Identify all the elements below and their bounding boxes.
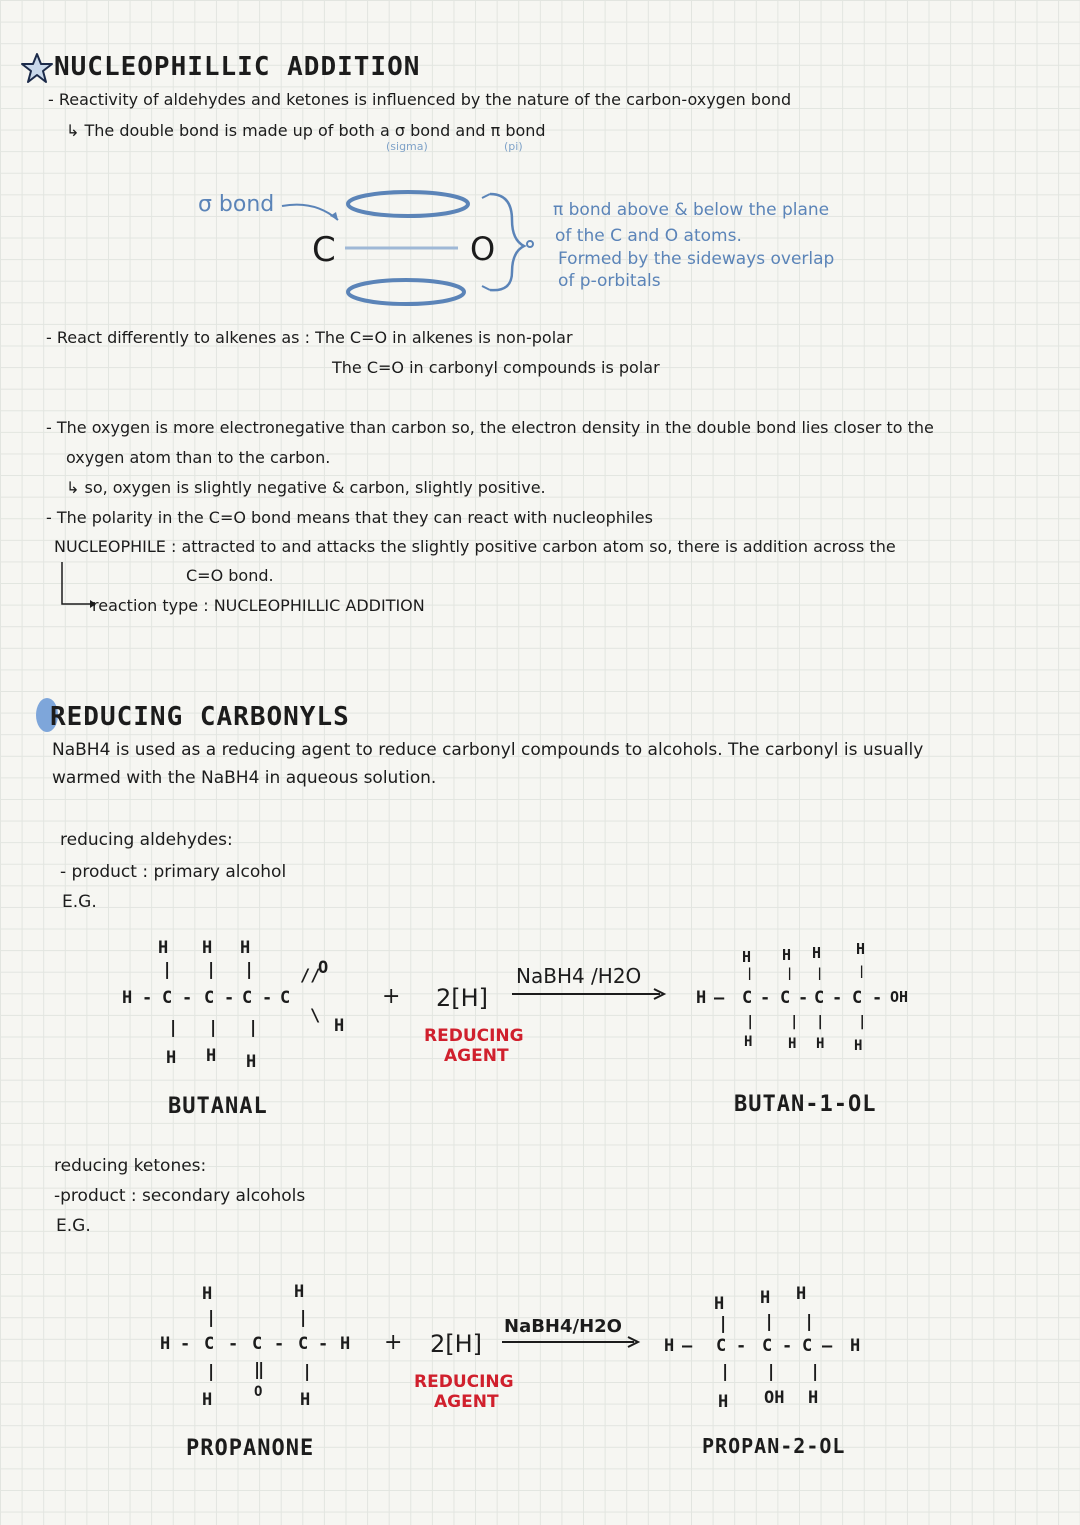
reaction-conditions: NaBH4/H2O (504, 1316, 622, 1337)
note-line: ↳ so, oxygen is slightly negative & carbon, slightly positive. (66, 478, 546, 497)
reaction-arrow (510, 986, 670, 1002)
reaction-arrow (500, 1334, 642, 1350)
note-line: warmed with the NaBH4 in aqueous solution. (52, 768, 437, 788)
section-title-nucleophilic-addition: NUCLEOPHILLIC ADDITION (54, 52, 421, 82)
reducing-agent-label: REDUCING (424, 1026, 524, 1046)
subheading-aldehydes: reducing aldehydes: (60, 830, 233, 850)
reducing-agent-label: AGENT (444, 1046, 509, 1066)
subheading-ketones: reducing ketones: (54, 1156, 207, 1176)
plus-sign: + (382, 984, 401, 1009)
pi-annotation: (pi) (504, 140, 523, 153)
note-line: - React differently to alkenes as : The C=O in alkenes is non-polar (46, 328, 573, 347)
propanone-structure: H H | | H - C - C - C - H | ‖ | H O H (160, 1282, 351, 1410)
note-line: -product : secondary alcohols (54, 1186, 306, 1206)
note-line: NaBH4 is used as a reducing agent to reduce carbonyl compounds to alcohols. The carbonyl is usually (52, 740, 924, 760)
bent-arrow-icon (56, 560, 96, 610)
note-line: - Reactivity of aldehydes and ketones is influenced by the nature of the carbon-oxygen bond (48, 90, 792, 109)
pi-bond-description: π bond above & below the plane (553, 200, 830, 220)
note-line: - product : primary alcohol (60, 862, 287, 882)
note-line: NUCLEOPHILE : attracted to and attacks the slightly positive carbon atom so, there is addition across the (54, 537, 896, 556)
note-line: reaction type : NUCLEOPHILLIC ADDITION (92, 596, 425, 615)
note-line: - The oxygen is more electronegative than carbon so, the electron density in the double bond lies closer to the (46, 418, 934, 437)
atom-oxygen: O (470, 230, 496, 268)
section-title-reducing-carbonyls: REDUCING CARBONYLS (50, 702, 350, 732)
reducing-agent-label: REDUCING (414, 1372, 514, 1392)
reagent-hydrogen: 2[H] (436, 984, 489, 1012)
sigma-annotation: (sigma) (386, 140, 428, 153)
note-line: E.G. (56, 1216, 91, 1236)
atom-carbon: C (312, 230, 336, 270)
reactant-name-propanone: PROPANONE (186, 1436, 315, 1461)
reagent-hydrogen: 2[H] (430, 1330, 483, 1358)
product-name-butan-1-ol: BUTAN-1-OL (734, 1092, 877, 1117)
star-icon (20, 52, 54, 84)
note-line: E.G. (62, 892, 97, 912)
pi-bond-description: of the C and O atoms. (555, 226, 742, 246)
note-line: oxygen atom than to the carbon. (66, 448, 331, 467)
note-line: - The polarity in the C=O bond means that they can react with nucleophiles (46, 508, 653, 527)
pi-bond-description: Formed by the sideways overlap (558, 249, 835, 269)
sigma-bond-label: σ bond (198, 192, 275, 217)
sigma-pointer-arrow (282, 205, 338, 220)
pi-bond-description: of p-orbitals (558, 271, 661, 291)
reaction-conditions: NaBH4 /H2O (516, 964, 642, 988)
note-line: ↳ The double bond is made up of both a σ bond and π bond (66, 121, 546, 140)
plus-sign: + (384, 1330, 403, 1355)
reactant-name-butanal: BUTANAL (168, 1094, 268, 1119)
propan-2-ol-structure: H H H | | | H — C - C - C — H | | | H OH H (664, 1284, 861, 1412)
note-line: The C=O in carbonyl compounds is polar (332, 358, 660, 377)
butanal-structure: H H H | | | H - C - C - C - C // O \ H | | | H H H (122, 938, 345, 1072)
product-name-propan-2-ol: PROPAN-2-OL (702, 1434, 846, 1458)
reducing-agent-label: AGENT (434, 1392, 499, 1412)
note-line: C=O bond. (186, 566, 274, 585)
pi-orbital-bottom (348, 280, 464, 304)
pi-orbital-top (348, 192, 468, 216)
butan-1-ol-structure: H H H H | | | | H — C - C - C - C - OH | | | | H H H H (696, 940, 909, 1054)
